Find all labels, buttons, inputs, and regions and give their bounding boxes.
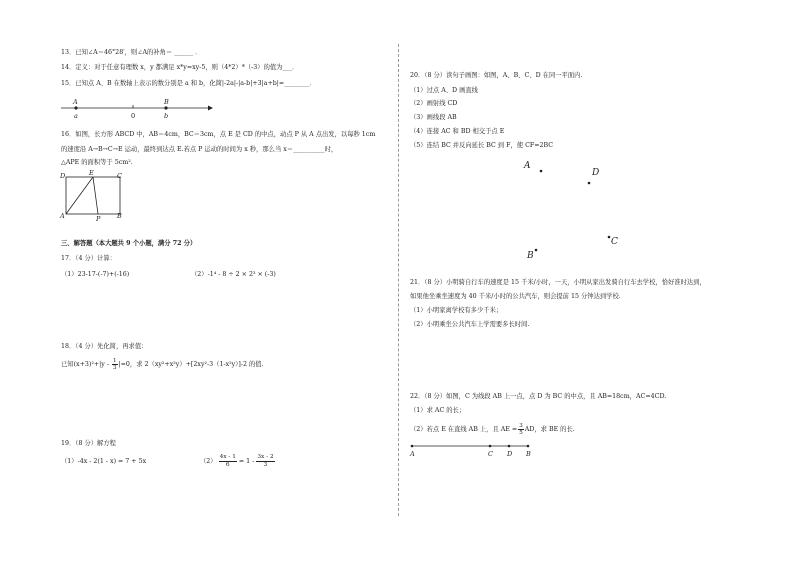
question-20-step3: （3）画线段 AB xyxy=(410,114,457,121)
q18-text-a: 已知(x+3)²+|y - xyxy=(61,361,111,368)
seg-C-label: C xyxy=(488,450,493,458)
question-22-part1: （1）求 AC 的长； xyxy=(410,407,466,414)
q22-frac-num: 3 xyxy=(519,423,523,429)
point-B-label: B xyxy=(164,98,169,106)
q18-frac-num: 1 xyxy=(112,358,117,364)
q19-2-prefix: （2） xyxy=(200,458,217,465)
section-3-heading: 三、解答题（本大题共 9 个小题，满分 72 分） xyxy=(61,240,197,247)
rect-B-label: B xyxy=(117,212,122,220)
value-a-label: a xyxy=(74,112,78,120)
q22-2-prefix: （2）若点 E 在直线 AB 上，且 AE = xyxy=(410,426,518,433)
question-19-part1: （1）-4x - 2(1 - x) = 7 + 5x xyxy=(61,458,147,465)
q19-frac2-num: 3x - 2 xyxy=(257,454,274,460)
seg-D-label: D xyxy=(507,450,513,458)
q19-2-mid: = 1 - xyxy=(238,458,255,465)
q22-frac-den: 5 xyxy=(519,430,523,436)
question-16-line2: 的速度沿 A→B→C→E 运动，最终到达点 E.若点 P 运动的时间为 x 秒，那么当 x＝__________时， xyxy=(61,146,338,153)
rect-P-label: P xyxy=(96,215,101,223)
point-A-label-q20: A xyxy=(524,161,531,171)
question-21-part1: （1）小明家离学校有多少千米； xyxy=(410,307,503,314)
question-20-step2: （2）画射线 CD xyxy=(410,100,458,107)
zero-label: 0 xyxy=(131,112,136,120)
rect-D-label: D xyxy=(60,172,66,180)
question-16-line3: △APE 的面积等于 5cm². xyxy=(61,159,133,166)
question-17-part2: （2）-1⁴ - 8 ÷ 2 × 2³ × (-3) xyxy=(191,271,276,278)
point-D-label-q20: D xyxy=(592,168,600,178)
question-18: 18．（4 分）先化简，再求值： xyxy=(61,343,148,350)
seg-A-label: A xyxy=(410,450,415,458)
point-B-label-q20: B xyxy=(527,251,534,261)
q19-frac2-den: 3 xyxy=(263,462,268,468)
rect-E-label: E xyxy=(89,169,94,177)
q18-text-b: |=0，求 2（xy²+x²y）+[2xy²-3（1-x²y）]-2 的值. xyxy=(118,361,264,368)
rect-A-label: A xyxy=(60,212,65,220)
question-20-step4: （4）连接 AC 和 BD 相交于点 E xyxy=(410,128,505,135)
question-21-part2: （2）小明乘坐公共汽车上学需要多长时间. xyxy=(410,321,530,328)
q19-frac1-den: 6 xyxy=(225,462,230,468)
question-17-part1: （1）23-17-(-7)+(-16) xyxy=(61,271,130,278)
question-13: 13．已知∠A＝46°28′，则∠A的补角＝ ______ ． xyxy=(61,49,202,56)
question-21-line1: 21．（8 分）小明骑自行车的速度是 15 千米/小时，一天，小明从家出发骑自行车去学校，恰好准时达到， xyxy=(410,279,706,286)
question-19: 19．（8 分）解方程 xyxy=(61,440,116,447)
q22-2-suffix: AD，求 BE 的长. xyxy=(524,426,575,433)
question-16-line1: 16．如图，长方形 ABCD 中，AB＝4cm，BC＝3cm，点 E 是 CD 的中点，动点 P 从 A 点出发，以每秒 1cm xyxy=(61,131,376,138)
question-20: 20．（8 分）读句子画图：如图，A、B、C、D 在同一平面内. xyxy=(410,72,583,79)
question-20-step1: （1）过点 A、D 画直线 xyxy=(410,87,478,94)
point-A-label: A xyxy=(73,98,78,106)
point-C-label-q20: C xyxy=(611,237,618,247)
q18-frac-den: 3 xyxy=(112,365,117,371)
value-b-label: b xyxy=(164,112,169,120)
rect-C-label: C xyxy=(117,172,122,180)
question-21-line2: 如果他坐乘坐速度为 40 千米/小时的公共汽车，则会提前 15 分钟达到学校. xyxy=(410,293,621,300)
question-22: 22．（8 分）如图，C 为线段 AB 上一点，点 D 为 BC 的中点，且 AB=18cm，AC=4CD. xyxy=(410,393,667,400)
seg-B-label: B xyxy=(526,450,531,458)
question-20-step5: （5）连结 BC 并反向延长 BC 到 F，使 CF=2BC xyxy=(410,142,554,149)
q19-frac1-num: 4x - 1 xyxy=(219,454,236,460)
question-15: 15．已知点 A、B 在数轴上表示的数分别是 a 和 b，化简|-2a|-|a-b|+3|a+b|=________． xyxy=(61,80,316,87)
question-17: 17．（4 分）计算： xyxy=(61,255,116,262)
question-14: 14．定义：对于任意有理数 x，y 都满足 x*y=xy-5，则（4*2）*（-3）的值为___． xyxy=(61,64,299,71)
